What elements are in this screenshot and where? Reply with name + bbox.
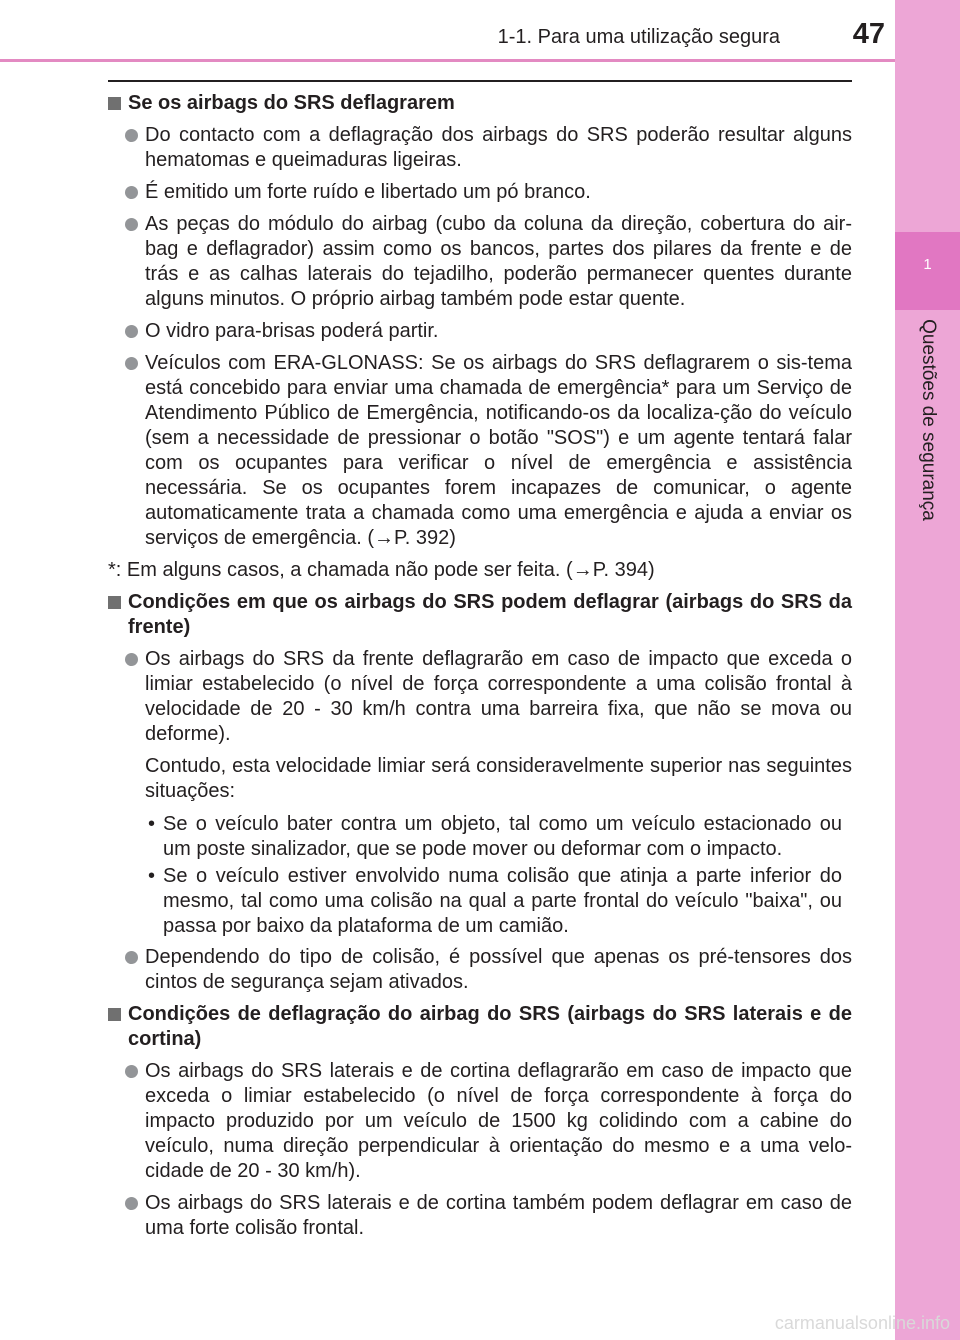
- chapter-number: 1: [923, 256, 932, 273]
- square-bullet-icon: [108, 97, 121, 110]
- round-bullet-icon: [125, 1197, 138, 1210]
- list-item-text: As peças do módulo do airbag (cubo da coluna da direção, cobertura do air-bag e deflagrador) assim como os bancos, partes dos pilares da frente e de trás e as calhas laterais do tejadilho, poderão permanecer quentes durante alguns minutos. O próprio airbag também pode estar quente.: [145, 213, 852, 310]
- round-bullet-icon: [125, 129, 138, 142]
- content-top-rule: [108, 80, 852, 82]
- list-item: [108, 212, 852, 312]
- list-item: [108, 123, 852, 173]
- list-item-text: Os airbags do SRS laterais e de cortina também podem deflagrar em caso de uma forte colisão frontal.: [145, 1192, 852, 1239]
- list-item: [108, 180, 852, 205]
- sub-list-item-text: Se o veículo estiver envolvido numa colisão que atinja a parte inferior do mesmo, tal como uma colisão na qual a parte frontal do veículo "baixa", ou passa por baixo da plataforma de um camião.: [163, 865, 842, 937]
- round-bullet-icon: [125, 357, 138, 370]
- list-item: [108, 1191, 852, 1241]
- list-item-text: Os airbags do SRS da frente deflagrarão em caso de impacto que exceda o limiar estabelecido (o nível de força correspondente a uma colisão frontal à velocidade de 20 - 30 km/h contra uma barreira fixa, que não se mova ou deforme).: [145, 648, 852, 745]
- list-item-text: Dependendo do tipo de colisão, é possível que apenas os pré-tensores dos cintos de segurança sejam ativados.: [145, 946, 852, 993]
- list-item: [108, 1059, 852, 1184]
- watermark: carmanualsonline.info: [774, 1313, 950, 1333]
- sub-list-item-text: Se o veículo bater contra um objeto, tal como um veículo estacionado ou um poste sinalizador, que se pode mover ou deformar com o impacto.: [163, 813, 842, 860]
- square-bullet-icon: [108, 1008, 121, 1021]
- header-rule: [0, 59, 895, 62]
- section-title: 1-1. Para uma utilização segura: [497, 26, 780, 48]
- sub-list-item: [108, 812, 852, 862]
- list-item-text: O vidro para-brisas poderá partir.: [145, 320, 439, 342]
- list-item-text: Do contacto com a deflagração dos airbags do SRS poderão resultar alguns hematomas e queimaduras ligeiras.: [145, 124, 852, 171]
- list-item-text: Os airbags do SRS laterais e de cortina deflagrarão em caso de impacto que exceda o limiar estabelecido (o nível de força correspondente à força do impacto produzido por um veículo de 1500 kg colidindo com a cabine do veículo, numa direção perpendicular à orientação do mesmo e a uma velo-cidade de 20 - 30 km/h).: [145, 1060, 852, 1182]
- heading-text: Se os airbags do SRS deflagrarem: [128, 92, 455, 114]
- heading-text: Condições em que os airbags do SRS podem deflagrar (airbags do SRS da frente): [128, 591, 852, 638]
- paragraph: Contudo, esta velocidade limiar será consideravelmente superior nas seguintes situações:: [145, 755, 852, 802]
- round-bullet-icon: [125, 1065, 138, 1078]
- chapter-sidebar: [895, 0, 960, 1340]
- square-bullet-icon: [108, 596, 121, 609]
- list-item-text: Veículos com ERA-GLONASS: Se os airbags do SRS deflagrarem o sis-tema está concebido para enviar uma chamada de emergência* para um Serviço de Atendimento Público de Emergência, notificando-os da localiza-ção do veículo (sem a necessidade de pressionar o botão "SOS") e um agente tentará falar com os ocupantes para verificar o nível de emergência e assistência necessária. Se os ocupantes forem incapazes de comunicar, o agente automaticamente trata a chamada como uma emergência e ajuda a enviar os serviços de emergência. (→P. 392): [145, 352, 852, 549]
- sub-list-item: [108, 864, 852, 939]
- page-number: 47: [852, 18, 885, 50]
- footnote: *: Em alguns casos, a chamada não pode ser feita. (→P. 394): [108, 559, 655, 581]
- list-item: [108, 647, 852, 747]
- section-heading: [108, 91, 852, 116]
- round-bullet-icon: [125, 186, 138, 199]
- list-item: [108, 945, 852, 995]
- chapter-title: Questões de segurança: [918, 319, 939, 521]
- round-bullet-icon: [125, 951, 138, 964]
- round-bullet-icon: [125, 325, 138, 338]
- heading-text: Condições de deflagração do airbag do SRS (airbags do SRS laterais e de cortina): [128, 1003, 852, 1050]
- list-item-text: É emitido um forte ruído e libertado um pó branco.: [145, 181, 591, 203]
- section-heading: [108, 1002, 852, 1052]
- page-content: [108, 91, 852, 1248]
- list-item: [108, 319, 852, 344]
- dot-bullet-icon: •: [148, 813, 156, 835]
- round-bullet-icon: [125, 218, 138, 231]
- section-heading: [108, 590, 852, 640]
- list-item: [108, 351, 852, 551]
- dot-bullet-icon: •: [148, 865, 156, 887]
- round-bullet-icon: [125, 653, 138, 666]
